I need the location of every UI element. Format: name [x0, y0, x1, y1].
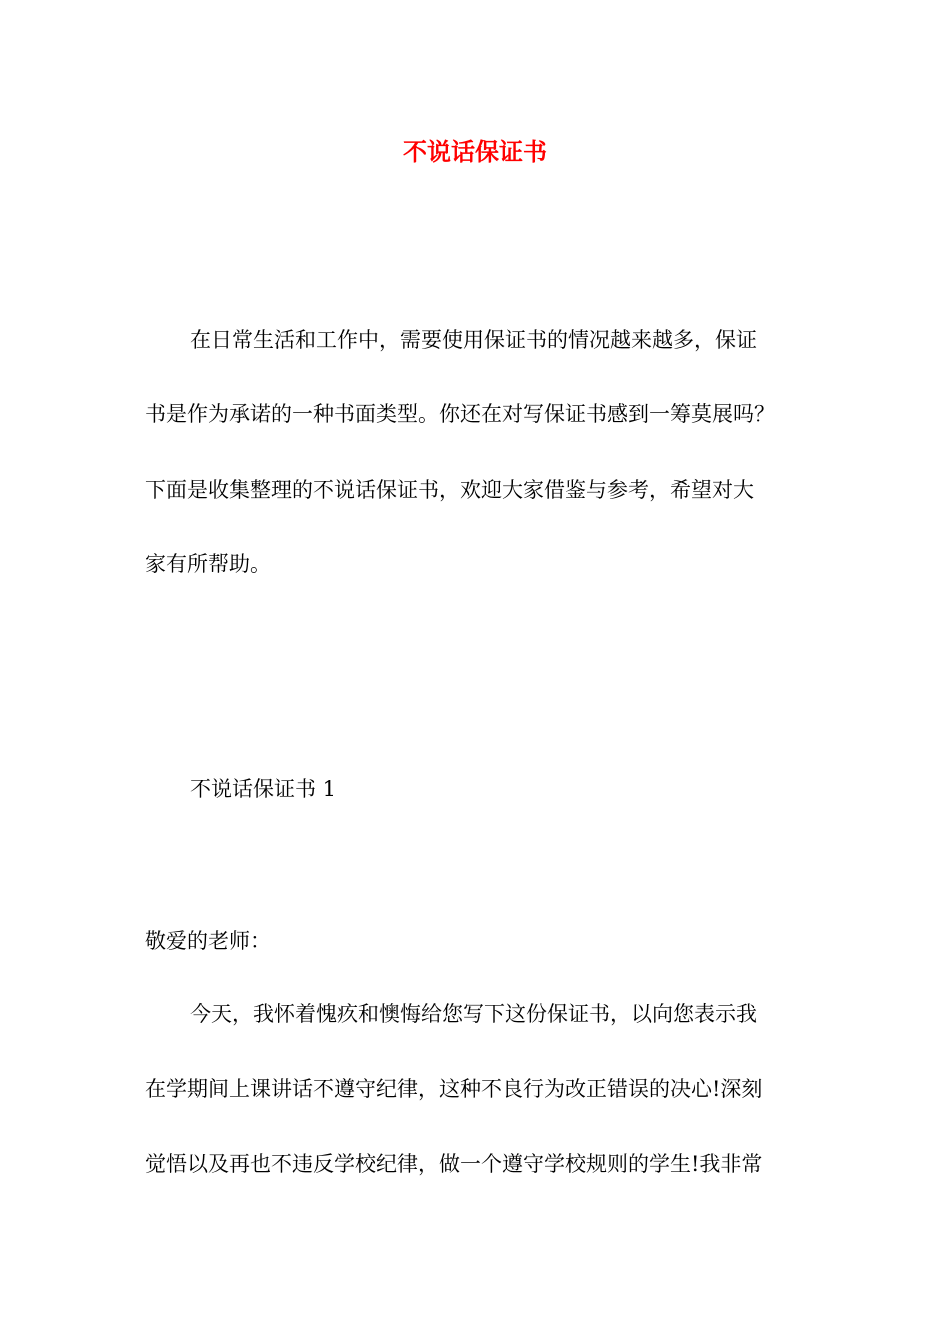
body-line-3: 觉悟以及再也不违反学校纪律，做一个遵守学校规则的学生!我非常	[145, 1152, 763, 1176]
salutation: 敬爱的老师：	[145, 929, 271, 953]
intro-line-1: 在日常生活和工作中，需要使用保证书的情况越来越多，保证	[190, 328, 757, 352]
intro-line-3: 下面是收集整理的不说话保证书，欢迎大家借鉴与参考，希望对大	[145, 478, 754, 502]
intro-line-4: 家有所帮助。	[145, 552, 271, 576]
body-line-2: 在学期间上课讲话不遵守纪律，这种不良行为改正错误的决心!深刻	[145, 1077, 763, 1101]
body-line-1: 今天，我怀着愧疚和懊悔给您写下这份保证书，以向您表示我	[190, 1002, 757, 1026]
section-heading: 不说话保证书 1	[190, 777, 337, 801]
intro-line-2: 书是作为承诺的一种书面类型。你还在对写保证书感到一筹莫展吗？	[145, 402, 775, 426]
document-title: 不说话保证书	[403, 138, 547, 166]
